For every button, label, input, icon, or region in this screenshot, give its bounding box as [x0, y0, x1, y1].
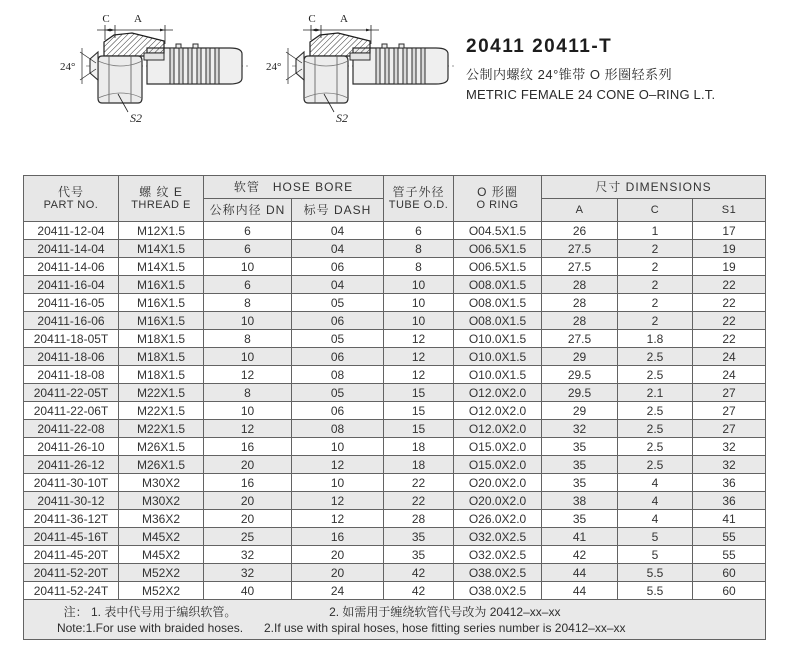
table-cell: 35 [384, 528, 454, 546]
table-cell: 44 [542, 564, 618, 582]
table-cell: 5.5 [618, 564, 693, 582]
col-header-thread-en: THREAD E [131, 199, 191, 211]
col-header-tube-od [384, 176, 454, 222]
table-cell: M22X1.5 [119, 384, 204, 402]
table-cell: 8 [384, 240, 454, 258]
table-row [24, 582, 766, 600]
col-header-part-no [24, 176, 119, 222]
table-cell: O08.0X1.5 [454, 312, 542, 330]
table-cell: 10 [204, 348, 292, 366]
table-cell: 20411-16-05 [24, 294, 119, 312]
note1-en: Note:1.For use with braided hoses. [56, 620, 244, 635]
table-cell: 2 [618, 240, 693, 258]
table-cell: O08.0X1.5 [454, 276, 542, 294]
table-cell: O08.0X1.5 [454, 294, 542, 312]
table-cell: M16X1.5 [119, 312, 204, 330]
table-body [24, 222, 766, 600]
fitting-drawing-2 [258, 8, 463, 136]
table-cell: 2.5 [618, 366, 693, 384]
table-cell: 12 [384, 348, 454, 366]
table-cell: O38.0X2.5 [454, 564, 542, 582]
table-cell: 20411-22-06T [24, 402, 119, 420]
dim-c-label: C [102, 13, 110, 25]
table-cell: 16 [204, 438, 292, 456]
table-cell: 22 [693, 294, 766, 312]
fitting-diagram [52, 8, 257, 136]
col-header-hose-bore-label: 软管 HOSE BORE [233, 179, 354, 194]
table-cell: 05 [292, 330, 384, 348]
table-cell: 08 [292, 420, 384, 438]
table-cell: M22X1.5 [119, 420, 204, 438]
table-cell: M18X1.5 [119, 348, 204, 366]
table-cell: 27 [693, 402, 766, 420]
table-cell: O26.0X2.0 [454, 510, 542, 528]
table-cell: M36X2 [119, 510, 204, 528]
table-cell: 44 [542, 582, 618, 600]
table-cell: 29.5 [542, 366, 618, 384]
table-cell: O10.0X1.5 [454, 348, 542, 366]
table-cell: 38 [542, 492, 618, 510]
table-row [24, 564, 766, 582]
table-cell: O32.0X2.5 [454, 546, 542, 564]
col-header-part-no-en: PART NO. [43, 199, 99, 211]
page-title: 20411 20411-T [466, 36, 613, 57]
table-row [24, 366, 766, 384]
table-cell: 04 [292, 240, 384, 258]
table-cell: O20.0X2.0 [454, 492, 542, 510]
table-cell: 60 [693, 582, 766, 600]
table-cell: 42 [384, 582, 454, 600]
table-cell: M16X1.5 [119, 276, 204, 294]
note1-zh: 注： 1. 表中代号用于编织软管。 [63, 604, 237, 619]
notes-section [24, 600, 766, 640]
table-cell: 2.5 [618, 420, 693, 438]
table-cell: 29 [542, 402, 618, 420]
table-cell: M26X1.5 [119, 438, 204, 456]
notes-column-2 [264, 604, 626, 636]
table-cell: 05 [292, 294, 384, 312]
table-cell: O15.0X2.0 [454, 456, 542, 474]
table-cell: 2.5 [618, 456, 693, 474]
table-cell: 60 [693, 564, 766, 582]
table-cell: 12 [204, 420, 292, 438]
table-cell: 20411-14-06 [24, 258, 119, 276]
table-cell: 2.5 [618, 402, 693, 420]
table-cell: 35 [542, 474, 618, 492]
table-cell: 2.5 [618, 348, 693, 366]
table-row [24, 492, 766, 510]
table-row [24, 294, 766, 312]
col-header-dim-c-label: C [650, 204, 660, 216]
table-cell: 10 [292, 438, 384, 456]
table-cell: M52X2 [119, 582, 204, 600]
table-cell: 32 [204, 546, 292, 564]
table-cell: 20411-16-06 [24, 312, 119, 330]
table-row [24, 240, 766, 258]
table-cell: M14X1.5 [119, 240, 204, 258]
table-cell: 20411-14-04 [24, 240, 119, 258]
table-cell: 22 [693, 276, 766, 294]
table-cell: 22 [384, 474, 454, 492]
table-cell: 27.5 [542, 240, 618, 258]
note2-en: 2.If use with spiral hoses, hose fitting series number is 20412–xx–xx [264, 620, 626, 635]
table-row [24, 276, 766, 294]
dim-c-label: C [308, 13, 316, 25]
table-cell: 20411-22-08 [24, 420, 119, 438]
table-cell: O20.0X2.0 [454, 474, 542, 492]
subtitle-zh: 公制内螺纹 24°锥带 O 形圈轻系列 [466, 67, 673, 82]
table-cell: 06 [292, 258, 384, 276]
table-cell: 2.1 [618, 384, 693, 402]
table-cell: 32 [542, 420, 618, 438]
table-cell: 10 [384, 294, 454, 312]
table-notes [24, 600, 766, 640]
table-cell: 20411-52-24T [24, 582, 119, 600]
table-cell: 17 [693, 222, 766, 240]
table-cell: 18 [384, 438, 454, 456]
table-cell: O12.0X2.0 [454, 420, 542, 438]
table-cell: M45X2 [119, 546, 204, 564]
table-row [24, 474, 766, 492]
table-cell: 36 [693, 474, 766, 492]
table-cell: O15.0X2.0 [454, 438, 542, 456]
table-cell: 20411-45-16T [24, 528, 119, 546]
table-cell: 24 [693, 366, 766, 384]
table-cell: 28 [384, 510, 454, 528]
table-cell: 4 [618, 474, 693, 492]
table-cell: 10 [384, 312, 454, 330]
col-header-dn [204, 199, 292, 222]
col-header-dim-s1 [693, 199, 766, 222]
table-cell: O12.0X2.0 [454, 384, 542, 402]
table-cell: 8 [204, 330, 292, 348]
table-cell: 27.5 [542, 258, 618, 276]
table-cell: O12.0X2.0 [454, 402, 542, 420]
col-header-dash-label: 标号 DASH [303, 202, 372, 217]
table-row [24, 312, 766, 330]
table-cell: 10 [384, 276, 454, 294]
table-cell: 10 [292, 474, 384, 492]
table-cell: 16 [292, 528, 384, 546]
table-cell: 20411-52-20T [24, 564, 119, 582]
table-cell: 20411-26-12 [24, 456, 119, 474]
table-row [24, 330, 766, 348]
table-cell: 28 [542, 294, 618, 312]
table-cell: O10.0X1.5 [454, 330, 542, 348]
table-cell: 20 [204, 492, 292, 510]
table-cell: 55 [693, 528, 766, 546]
table-cell: 19 [693, 258, 766, 276]
table-row [24, 546, 766, 564]
table-cell: M14X1.5 [119, 258, 204, 276]
col-header-dim-s1-label: S1 [721, 204, 737, 216]
table-row [24, 402, 766, 420]
table-cell: 2 [618, 276, 693, 294]
table-row [24, 510, 766, 528]
table-cell: 2 [618, 312, 693, 330]
table-cell: 32 [693, 456, 766, 474]
table-cell: 36 [693, 492, 766, 510]
table-cell: 1.8 [618, 330, 693, 348]
table-row [24, 258, 766, 276]
table-cell: 2 [618, 258, 693, 276]
table-cell: 42 [384, 564, 454, 582]
table-cell: 20411-26-10 [24, 438, 119, 456]
table-cell: M18X1.5 [119, 330, 204, 348]
table-cell: 20 [292, 546, 384, 564]
col-header-dim-a-label: A [575, 204, 584, 216]
table-cell: 35 [542, 456, 618, 474]
table-cell: M12X1.5 [119, 222, 204, 240]
table-cell: 19 [693, 240, 766, 258]
cone-angle-label: 24° [266, 61, 282, 73]
table-row [24, 384, 766, 402]
table-cell: 40 [204, 582, 292, 600]
table-cell: 20411-30-10T [24, 474, 119, 492]
col-header-dimensions-label: 尺寸 DIMENSIONS [595, 179, 712, 194]
table-cell: 4 [618, 492, 693, 510]
table-cell: 20411-16-04 [24, 276, 119, 294]
table-cell: M52X2 [119, 564, 204, 582]
table-cell: 12 [384, 330, 454, 348]
table-cell: 27 [693, 384, 766, 402]
table-cell: 8 [384, 258, 454, 276]
table-cell: M18X1.5 [119, 366, 204, 384]
table-cell: 6 [384, 222, 454, 240]
table-cell: 15 [384, 420, 454, 438]
table-cell: 20411-22-05T [24, 384, 119, 402]
note2-zh: 2. 如需用于缠绕软管代号改为 20412–xx–xx [329, 604, 561, 619]
cone-angle-label: 24° [60, 61, 76, 73]
table-cell: 55 [693, 546, 766, 564]
parts-table [23, 175, 766, 640]
col-header-dim-a [542, 199, 618, 222]
table-cell: 41 [542, 528, 618, 546]
table-cell: 22 [693, 330, 766, 348]
wrench-size-label: S2 [130, 111, 142, 125]
table-cell: O38.0X2.5 [454, 582, 542, 600]
table-row [24, 438, 766, 456]
table-cell: 26 [542, 222, 618, 240]
table-cell: 6 [204, 222, 292, 240]
table-cell: 20411-36-12T [24, 510, 119, 528]
table-cell: 06 [292, 312, 384, 330]
table-cell: M26X1.5 [119, 456, 204, 474]
table-cell: 20411-18-08 [24, 366, 119, 384]
table-cell: 18 [384, 456, 454, 474]
table-row [24, 456, 766, 474]
table-cell: 05 [292, 384, 384, 402]
dim-a-label: A [340, 13, 348, 25]
table-header [24, 176, 766, 222]
table-cell: 20411-30-12 [24, 492, 119, 510]
subtitle-en: METRIC FEMALE 24 CONE O–RING L.T. [466, 87, 716, 102]
table-cell: 20 [204, 456, 292, 474]
table-row [24, 348, 766, 366]
table-cell: 20 [204, 510, 292, 528]
table-cell: 42 [542, 546, 618, 564]
table-cell: 28 [542, 276, 618, 294]
table-cell: 12 [204, 366, 292, 384]
table-cell: 5 [618, 528, 693, 546]
table-cell: 20 [292, 564, 384, 582]
col-header-tube-od-en: TUBE O.D. [388, 199, 449, 211]
table-cell: O06.5X1.5 [454, 258, 542, 276]
title-block [466, 36, 781, 102]
table-cell: 12 [384, 366, 454, 384]
table-cell: 41 [693, 510, 766, 528]
table-cell: 20411-12-04 [24, 222, 119, 240]
col-header-tube-od-zh: 管子外径 [392, 185, 445, 199]
table-cell: 20411-18-05T [24, 330, 119, 348]
table-row [24, 420, 766, 438]
table-cell: 35 [542, 510, 618, 528]
table-cell: 29.5 [542, 384, 618, 402]
table-cell: 24 [292, 582, 384, 600]
table-cell: M45X2 [119, 528, 204, 546]
table-cell: 10 [204, 402, 292, 420]
fitting-diagram [258, 8, 463, 136]
col-header-oring-en: O RING [476, 199, 519, 211]
table-row [24, 528, 766, 546]
table-cell: O04.5X1.5 [454, 222, 542, 240]
table-cell: 29 [542, 348, 618, 366]
table-cell: 5 [618, 546, 693, 564]
table-cell: 4 [618, 510, 693, 528]
table-cell: 12 [292, 492, 384, 510]
table-cell: 32 [693, 438, 766, 456]
col-header-thread-zh: 螺 纹 E [139, 185, 183, 199]
table-cell: 27 [693, 420, 766, 438]
table-cell: 22 [384, 492, 454, 510]
table-cell: M16X1.5 [119, 294, 204, 312]
table-cell: 20411-18-06 [24, 348, 119, 366]
table-cell: 12 [292, 510, 384, 528]
table-cell: 15 [384, 384, 454, 402]
table-cell: M30X2 [119, 474, 204, 492]
table-cell: 06 [292, 348, 384, 366]
table-cell: 22 [693, 312, 766, 330]
table-cell: O32.0X2.5 [454, 528, 542, 546]
parts-table-wrap [23, 175, 765, 640]
fitting-drawing-1 [52, 8, 257, 136]
table-cell: O10.0X1.5 [454, 366, 542, 384]
table-cell: M30X2 [119, 492, 204, 510]
table-cell: 2.5 [618, 438, 693, 456]
col-header-dash [292, 199, 384, 222]
table-cell: 04 [292, 222, 384, 240]
table-cell: 8 [204, 294, 292, 312]
table-cell: 06 [292, 402, 384, 420]
table-cell: 5.5 [618, 582, 693, 600]
table-cell: 10 [204, 258, 292, 276]
table-cell: 24 [693, 348, 766, 366]
table-cell: 35 [384, 546, 454, 564]
table-cell: 8 [204, 384, 292, 402]
table-cell: 20411-45-20T [24, 546, 119, 564]
table-cell: 1 [618, 222, 693, 240]
col-header-part-no-zh: 代号 [57, 185, 84, 199]
col-header-dim-c [618, 199, 693, 222]
table-cell: 16 [204, 474, 292, 492]
col-header-dimensions [542, 176, 766, 199]
col-header-hose-bore [204, 176, 384, 199]
col-header-oring-zh: O 形圈 [477, 185, 518, 199]
col-header-thread [119, 176, 204, 222]
table-cell: 15 [384, 402, 454, 420]
table-cell: 6 [204, 276, 292, 294]
table-cell: 25 [204, 528, 292, 546]
table-cell: O06.5X1.5 [454, 240, 542, 258]
col-header-oring [454, 176, 542, 222]
table-cell: 6 [204, 240, 292, 258]
notes-column-1 [36, 604, 264, 636]
table-cell: 2 [618, 294, 693, 312]
table-cell: 04 [292, 276, 384, 294]
table-cell: 35 [542, 438, 618, 456]
table-cell: 32 [204, 564, 292, 582]
wrench-size-label: S2 [336, 111, 348, 125]
table-cell: 10 [204, 312, 292, 330]
dim-a-label: A [134, 13, 142, 25]
table-cell: 08 [292, 366, 384, 384]
table-cell: 28 [542, 312, 618, 330]
table-cell: 27.5 [542, 330, 618, 348]
table-cell: 12 [292, 456, 384, 474]
col-header-dn-label: 公称内径 DN [209, 202, 286, 217]
table-row [24, 222, 766, 240]
table-cell: M22X1.5 [119, 402, 204, 420]
